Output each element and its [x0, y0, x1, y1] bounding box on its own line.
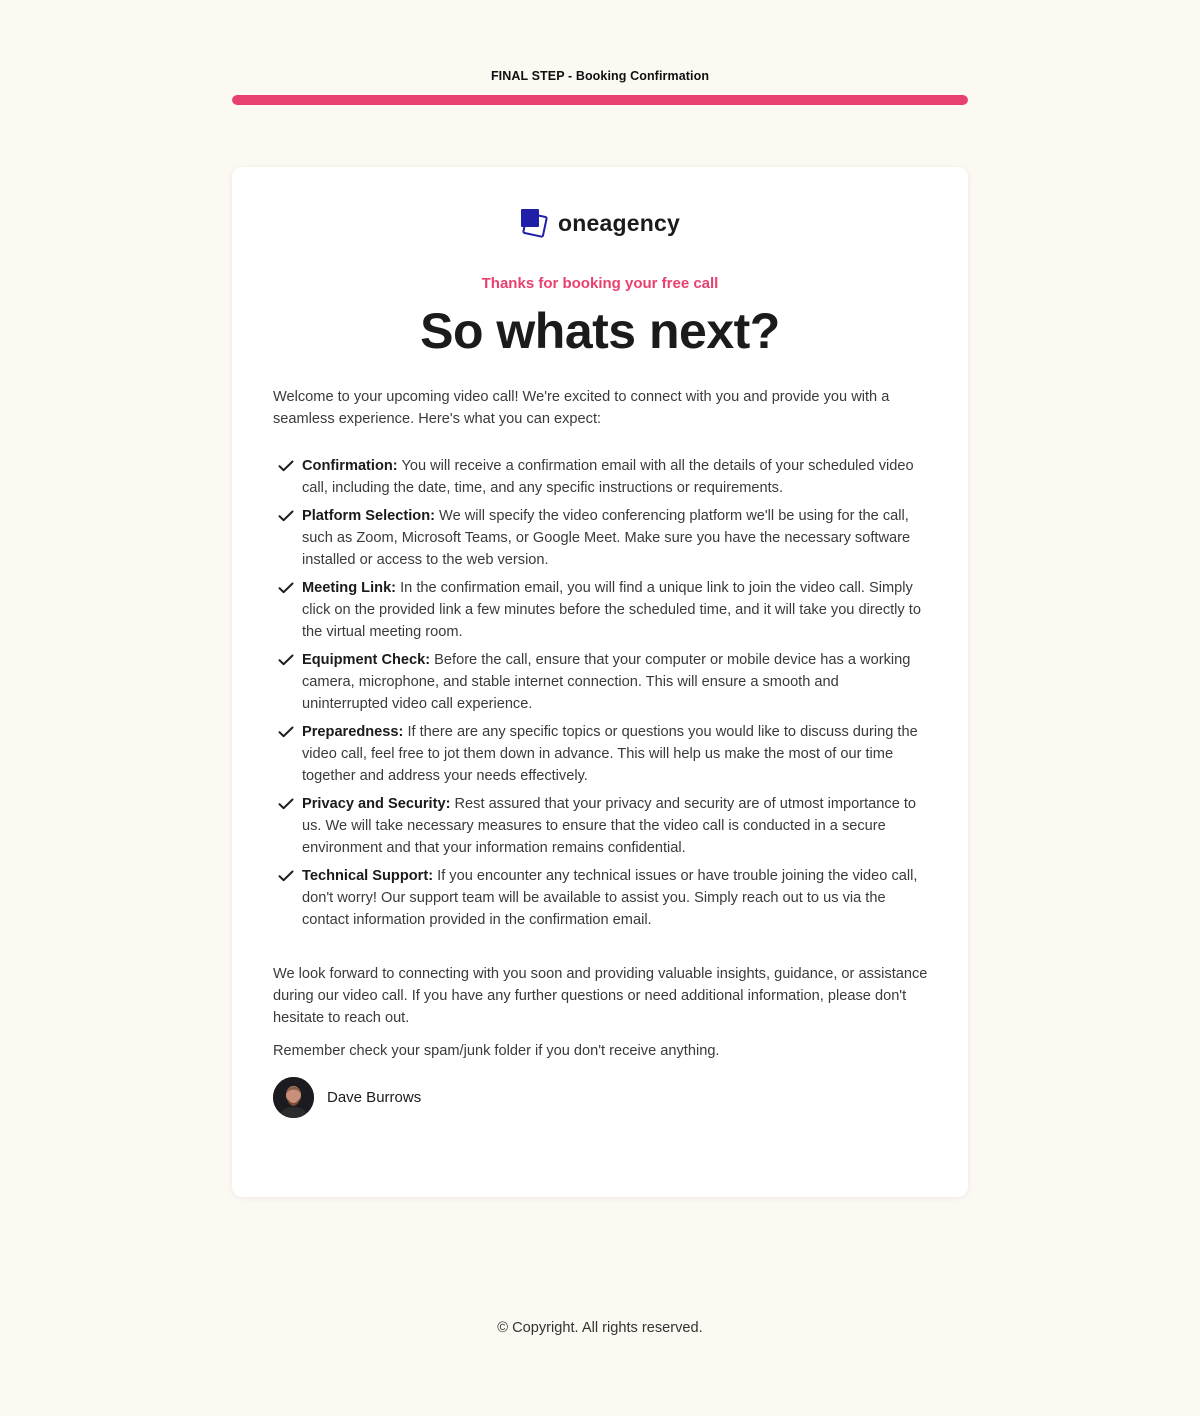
list-item-text: If you encounter any technical issues or have trouble joining the video call, don't worry! Our support team will be available to assist you. Simply reach out to us via the contact information provided in the confirmation email. [302, 868, 918, 928]
checkmark-icon [278, 870, 294, 882]
list-item-title: Meeting Link: [302, 580, 397, 596]
checkmark-icon [278, 798, 294, 810]
list-item-title: Platform Selection: [302, 508, 435, 524]
step-label: FINAL STEP - Booking Confirmation [490, 69, 710, 83]
footer-copyright: © Copyright. All rights reserved. [497, 1320, 703, 1336]
user-avatar-icon [273, 1077, 314, 1118]
checkmark-icon [278, 654, 294, 666]
hero-subtitle: Thanks for booking your free call [481, 275, 719, 292]
list-item [302, 793, 928, 859]
list-item [302, 577, 928, 643]
progress-bar-fill [232, 95, 968, 105]
list-item-text: Rest assured that your privacy and security are of utmost importance to us. We will take necessary measures to ensure that the video call is conducted in a secure environment and that your information remains confidential. [302, 796, 917, 856]
spam-reminder: Remember check your spam/junk folder if you don't receive anything. [273, 1043, 720, 1059]
list-item-title: Technical Support: [302, 868, 434, 884]
intro-paragraph: Welcome to your upcoming video call! We're excited to connect with you and provide you with a seamless experience. Here's what you can expect: [273, 389, 890, 427]
step-progress [232, 66, 968, 105]
content-body [273, 386, 928, 1118]
checkmark-icon [278, 460, 294, 472]
list-item-text: Before the call, ensure that your computer or mobile device has a working camera, microphone, and stable internet connection. This will ensure a smooth and uninterrupted video call experience. [302, 652, 911, 712]
outro-paragraph: We look forward to connecting with you soon and providing valuable insights, guidance, or assistance during our video call. If you have any further questions or need additional information, please don't hesitate to reach out. [273, 966, 928, 1026]
signature [273, 1077, 928, 1118]
confirmation-card [232, 167, 968, 1197]
list-item-text: In the confirmation email, you will find a unique link to join the video call. Simply click on the provided link a few minutes before the scheduled time, and it will take you directly to the virtual meeting room. [302, 580, 921, 640]
brand-logo[interactable] [232, 208, 968, 238]
avatar [273, 1077, 314, 1118]
list-item-text: You will receive a confirmation email with all the details of your scheduled video call, including the date, time, and any specific instructions or requirements. [302, 458, 914, 496]
page-title: So whats next? [420, 303, 780, 359]
signature-name: Dave Burrows [327, 1088, 422, 1106]
list-item [302, 721, 928, 787]
brand-name: oneagency [558, 209, 680, 236]
progress-bar [232, 95, 968, 105]
expectations-list [273, 455, 928, 931]
list-item [302, 649, 928, 715]
list-item-title: Preparedness: [302, 724, 404, 740]
list-item-title: Confirmation: [302, 458, 398, 474]
list-item [302, 865, 928, 931]
checkmark-icon [278, 510, 294, 522]
stacked-squares-icon [520, 208, 548, 238]
list-item-text: If there are any specific topics or questions you would like to discuss during the video call, feel free to jot them down in advance. This will help us make the most of our time together and address your needs effectively. [302, 724, 918, 784]
list-item-text: We will specify the video conferencing platform we'll be using for the call, such as Zoom, Microsoft Teams, or Google Meet. Make sure you have the necessary software installed or access to the web version. [302, 508, 911, 568]
list-item-title: Privacy and Security: [302, 796, 451, 812]
list-item [302, 505, 928, 571]
checkmark-icon [278, 582, 294, 594]
checkmark-icon [278, 726, 294, 738]
list-item [302, 455, 928, 499]
list-item-title: Equipment Check: [302, 652, 431, 668]
